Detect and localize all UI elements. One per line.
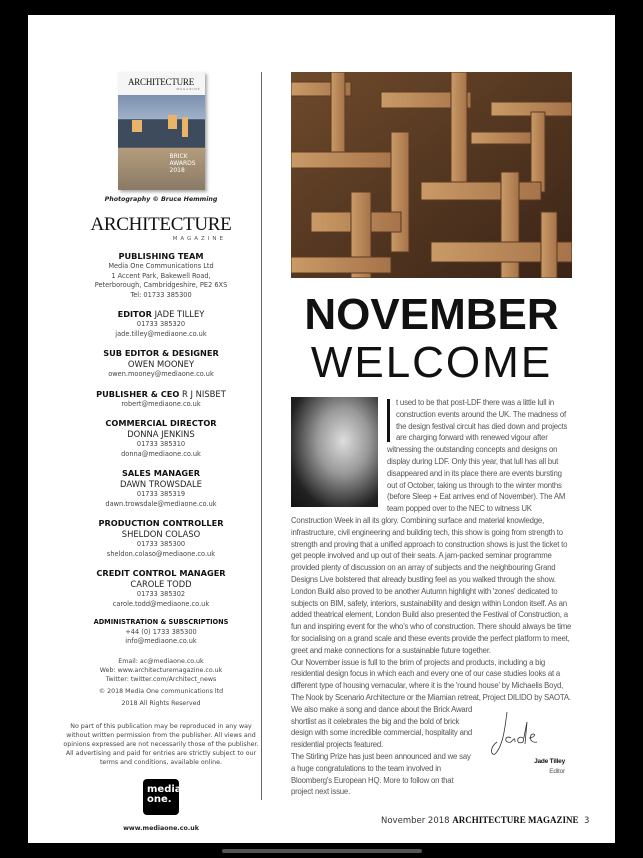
staff-name: JADE TILLEY [154,309,205,319]
publishing-team [58,251,264,300]
page-footer [381,815,589,827]
publishing-team-heading: PUBLISHING TEAM [118,251,204,261]
staff-role: PRODUCTION CONTROLLER [98,518,224,528]
staff-name: OWEN MOONEY [127,359,195,369]
staff-phone: 01733 385319 [136,490,186,498]
admin-subscriptions [58,618,264,647]
masthead-column [58,72,264,832]
photo-credit: Photography © Bruce Hemming [104,196,218,203]
signature-name: Jade Tilley [534,757,565,765]
admin-phone: +44 (0) 1733 385300 [125,627,197,636]
magazine-logo: ARCHITECTURE [90,214,232,235]
headline-welcome: WELCOME [310,338,553,387]
staff-email[interactable]: sheldon.colaso@mediaone.co.uk [106,549,216,558]
footer-date: November 2018 [381,816,450,826]
cover-brick-text: BRICK AWARDS 2018 [169,153,196,174]
contact-web[interactable]: Web: www.architecturemagazine.co.uk [99,666,223,674]
mediaone-logo [143,779,182,815]
staff-sub-editor [58,348,264,380]
staff-email[interactable]: owen.mooney@mediaone.co.uk [108,370,214,378]
cover-masthead-sub: MAGAZINE [176,87,201,91]
editor-signature [481,708,573,786]
mediaone-logo-line2: one. [147,793,172,805]
address-line: Peterborough, Cambridgeshire, PE2 6XS [94,281,228,289]
staff-email[interactable]: robert@mediaone.co.uk [121,399,201,408]
staff-phone: 01733 385310 [136,440,186,448]
staff-name: R J NISBET [182,388,226,399]
staff-email[interactable]: jade.tilley@mediaone.co.uk [115,329,207,338]
cover-photo [118,95,205,190]
address-line: 1 Accent Park, Bakewell Road, [111,271,211,280]
magazine-logo-sub: MAGAZINE [172,236,226,242]
staff-editor [58,309,264,339]
staff-role: COMMERCIAL DIRECTOR [105,418,217,428]
home-indicator[interactable] [222,849,422,853]
headline-november: NOVEMBER [304,290,559,339]
staff-phone: 01733 385300 [136,540,186,548]
staff-production [58,518,264,559]
signature-scribble-icon [485,708,555,758]
column-divider [261,72,262,800]
copyright: © 2018 Media One communications ltd [98,687,224,695]
staff-name: CAROLE TODD [130,579,192,589]
editor-portrait [291,397,378,507]
staff-sales [58,468,264,509]
drop-cap-i [387,399,390,442]
staff-publisher [58,389,264,410]
staff-phone: 01733 385302 [136,590,186,598]
staff-role: SALES MANAGER [121,468,201,478]
article-paragraph-2: Our November issue is full to the brim of projects and products, including a big residential design focus in which each and every one of our case studies looks at a different type of housing vernacular, where it is the 'round house' by Michaelis Boyd, The Nook by Scenario Architecture or the Miamian retreat, Project DILIDO by SAOTA. [291,657,571,702]
staff-role: PUBLISHER & CEO [96,388,180,399]
staff-email[interactable]: dawn.trowsdale@mediaone.co.uk [105,499,217,508]
article-paragraph-4: The Stirling Prize has just been announced and we say a huge congratulations to the team involved in Bloomberg's European HQ. More to follow on that project next issue. [291,751,471,797]
rights-reserved: 2018 All Rights Reserved [121,699,201,707]
staff-role: SUB EDITOR & DESIGNER [103,348,219,358]
mediaone-logo-line1: media [147,783,182,795]
contact-twitter[interactable]: Twitter: twitter.com/Architect_news [105,675,217,683]
staff-name: DAWN TROWSDALE [120,479,202,489]
staff-role: EDITOR [117,309,152,319]
editorial-article [291,397,573,798]
website-link[interactable]: www.mediaone.co.uk [123,824,199,832]
staff-name: DONNA JENKINS [127,429,195,439]
staff-email[interactable]: carole.todd@mediaone.co.uk [112,599,210,608]
cover-thumbnail [118,72,205,190]
footer-magazine: ARCHITECTURE MAGAZINE [452,815,579,825]
staff-phone: 01733 385320 [136,320,186,328]
article-paragraph-1: t used to be that post-LDF there was a little lull in construction events around the UK. The madness of the design festival circuit has died down and projects are charging forward with renewed vigour after witnessing the outstanding concepts and designs on display during LDF. Only this year, that lull has all but disappeared and in its place there are events bursting out of October, taking us through to the winter months (before Sleep + Eat arrives end of November). The AM team popped over to the NEC to witness UK Construction Week in all its glory. Combining surface and material knowledge, infrastructure, civil engineering and building tech, this show is going from strength to strength and proving that a unified approach to construction shows is just the ticket to get people involved and up out of their seats. A jam-packed seminar programme provided plenty of discussion on an array of subjects and the neighbouring Grand Designs Live bolstered that already bustling feel as you walked through the show. London Build also proved to be another Autumn highlight with 'zones' dedicated to subjects on BIM, safety, interiors, sustainability and design within London itself. As an added theatrical element, London Build also presented the Festival of Construction, a fun and inspiring event for the who's who of construction. There should always be time for socialising on a grand scale and these events provide the perfect platform to meet, greet and make connections for a sustainable future together. [291,398,572,655]
cover-masthead: ARCHITECTURE [127,77,195,87]
staff-commercial [58,418,264,459]
disclaimer: No part of this publication may be reproduced in any way without written permission from the publisher. All views and opinions expressed are not necessarily those of the publisher. All advertising and paid for entries are strictly subject to our terms and conditions, available online. [63,722,259,766]
address-line: Media One Communications Ltd [108,262,214,270]
admin-email[interactable]: info@mediaone.co.uk [125,637,197,645]
page-number: 3 [583,816,590,826]
contact-info [58,657,264,708]
hero-image-timber-installation [291,72,572,278]
signature-role: Editor [549,767,565,775]
address-line: Tel: 01733 385300 [130,290,192,299]
staff-credit-control [58,568,264,609]
staff-name: SHELDON COLASO [121,529,201,539]
staff-role: CREDIT CONTROL MANAGER [96,568,226,578]
contact-email[interactable]: Email: ac@mediaone.co.uk [118,657,204,665]
article-paragraph-3: We also make a song and dance about the Brick Award shortlist as it celebrates the big and the bold of brick design with some incredible commercial, hospitality and residential projects featured. [291,704,473,750]
staff-email[interactable]: donna@mediaone.co.uk [121,449,201,458]
admin-heading: ADMINISTRATION & SUBSCRIPTIONS [93,618,229,626]
